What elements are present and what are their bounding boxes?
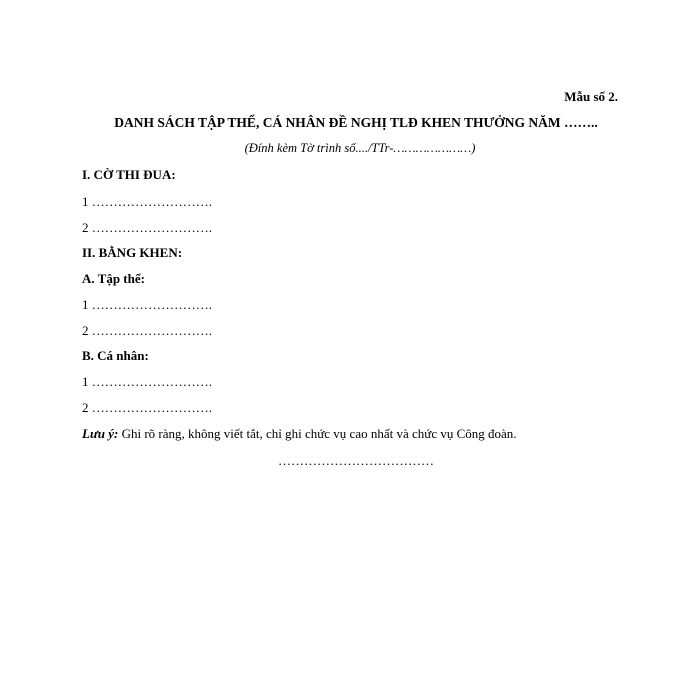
subsection-heading-ca-nhan: B. Cá nhân: bbox=[82, 348, 149, 363]
list-item: 1 ………………………. bbox=[82, 374, 212, 389]
end-dots: ……………………………… bbox=[278, 453, 434, 468]
list-item: 1 ………………………. bbox=[82, 297, 212, 312]
section-heading-bang-khen: II. BẰNG KHEN: bbox=[82, 245, 183, 260]
subsection-heading-tap-the: A. Tập thể: bbox=[82, 271, 145, 286]
list-item: 2 ………………………. bbox=[82, 323, 212, 338]
note-text: Ghi rõ ràng, không viết tắt, chỉ ghi chức vụ cao nhất và chức vụ Công đoàn. bbox=[118, 426, 517, 441]
document-subtitle: (Đính kèm Tờ trình số..../TTr-…………………) bbox=[244, 141, 476, 155]
list-item: 2 ………………………. bbox=[82, 220, 212, 235]
list-item: 2 ………………………. bbox=[82, 400, 212, 415]
list-item: 1 ………………………. bbox=[82, 194, 212, 209]
form-code: Mẫu số 2. bbox=[564, 89, 618, 104]
note-line bbox=[82, 426, 517, 442]
note-label: Lưu ý: bbox=[82, 426, 119, 441]
section-heading-co-thi-dua: I. CỜ THI ĐUA: bbox=[82, 167, 176, 182]
document-title: DANH SÁCH TẬP THỂ, CÁ NHÂN ĐỀ NGHỊ TLĐ KHEN THƯỞNG NĂM …….. bbox=[114, 115, 598, 130]
